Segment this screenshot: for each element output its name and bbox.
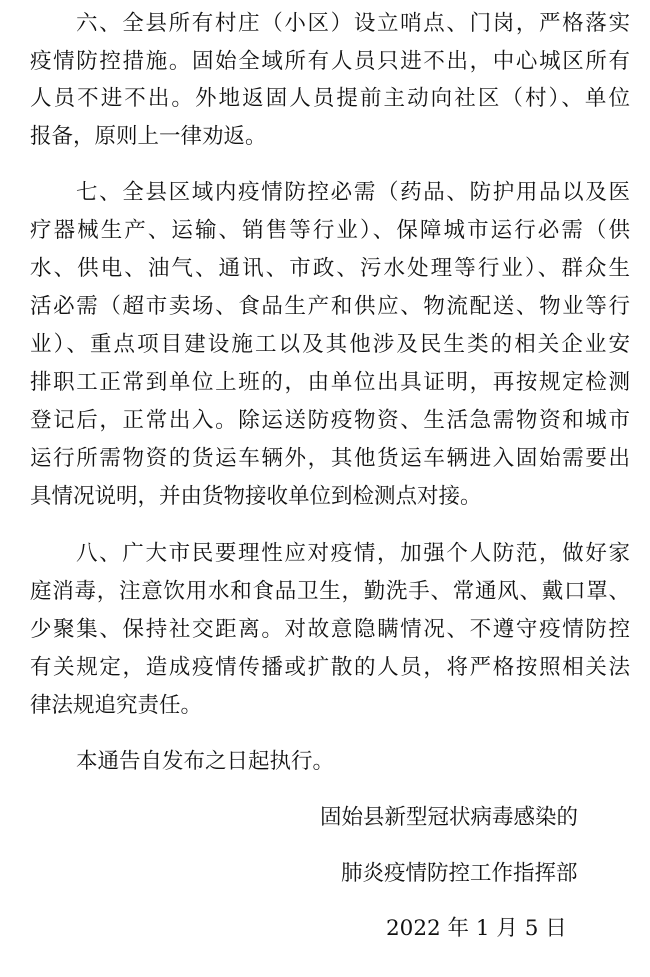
paragraph-line: 庭消毒，注意饮用水和食品卫生，勤洗手、常通风、戴口罩、 bbox=[30, 579, 630, 604]
issuer-name-line1: 固始县新型冠状病毒感染的 bbox=[320, 805, 579, 830]
paragraph-line: 疗器械生产、运输、销售等行业）、保障城市运行必需（供 bbox=[30, 218, 630, 243]
paragraph-line: 八、广大市民要理性应对疫情，加强个人防范，做好家 bbox=[76, 541, 630, 566]
paragraph-line: 水、供电、油气、通讯、市政、污水处理等行业）、群众生 bbox=[30, 256, 630, 281]
paragraph-line: 七、全县区域内疫情防控必需（药品、防护用品以及医 bbox=[76, 180, 630, 205]
paragraph-line: 有关规定，造成疫情传播或扩散的人员，将严格按照相关法 bbox=[30, 655, 630, 680]
paragraph-line: 六、全县所有村庄（小区）设立哨点、门岗，严格落实 bbox=[76, 11, 630, 36]
issue-date: 2022 年 1 月 5 日 bbox=[386, 916, 567, 941]
paragraph-line: 登记后，正常出入。除运送防疫物资、生活急需物资和城市 bbox=[30, 408, 630, 433]
issuer-name-line2: 肺炎疫情防控工作指挥部 bbox=[341, 861, 578, 886]
paragraph-line: 律法规追究责任。 bbox=[30, 693, 203, 718]
paragraph-line: 活必需（超市卖场、食品生产和供应、物流配送、物业等行 bbox=[30, 294, 630, 319]
paragraph-line: 少聚集、保持社交距离。对故意隐瞒情况、不遵守疫情防控 bbox=[30, 617, 630, 642]
paragraph-line: 排职工正常到单位上班的，由单位出具证明，再按规定检测 bbox=[30, 370, 630, 395]
paragraph-line: 疫情防控措施。固始全域所有人员只进不出，中心城区所有 bbox=[30, 49, 630, 74]
paragraph-line: 本通告自发布之日起执行。 bbox=[76, 749, 335, 774]
paragraph-line: 运行所需物资的货运车辆外，其他货运车辆进入固始需要出 bbox=[30, 446, 630, 471]
paragraph-line: 具情况说明，并由货物接收单位到检测点对接。 bbox=[30, 484, 482, 509]
paragraph-line: 业）、重点项目建设施工以及其他涉及民生类的相关企业安 bbox=[30, 332, 630, 357]
paragraph-line: 报备，原则上一律劝返。 bbox=[30, 124, 267, 149]
paragraph-line: 人员不进不出。外地返固人员提前主动向社区（村）、单位 bbox=[30, 86, 630, 111]
